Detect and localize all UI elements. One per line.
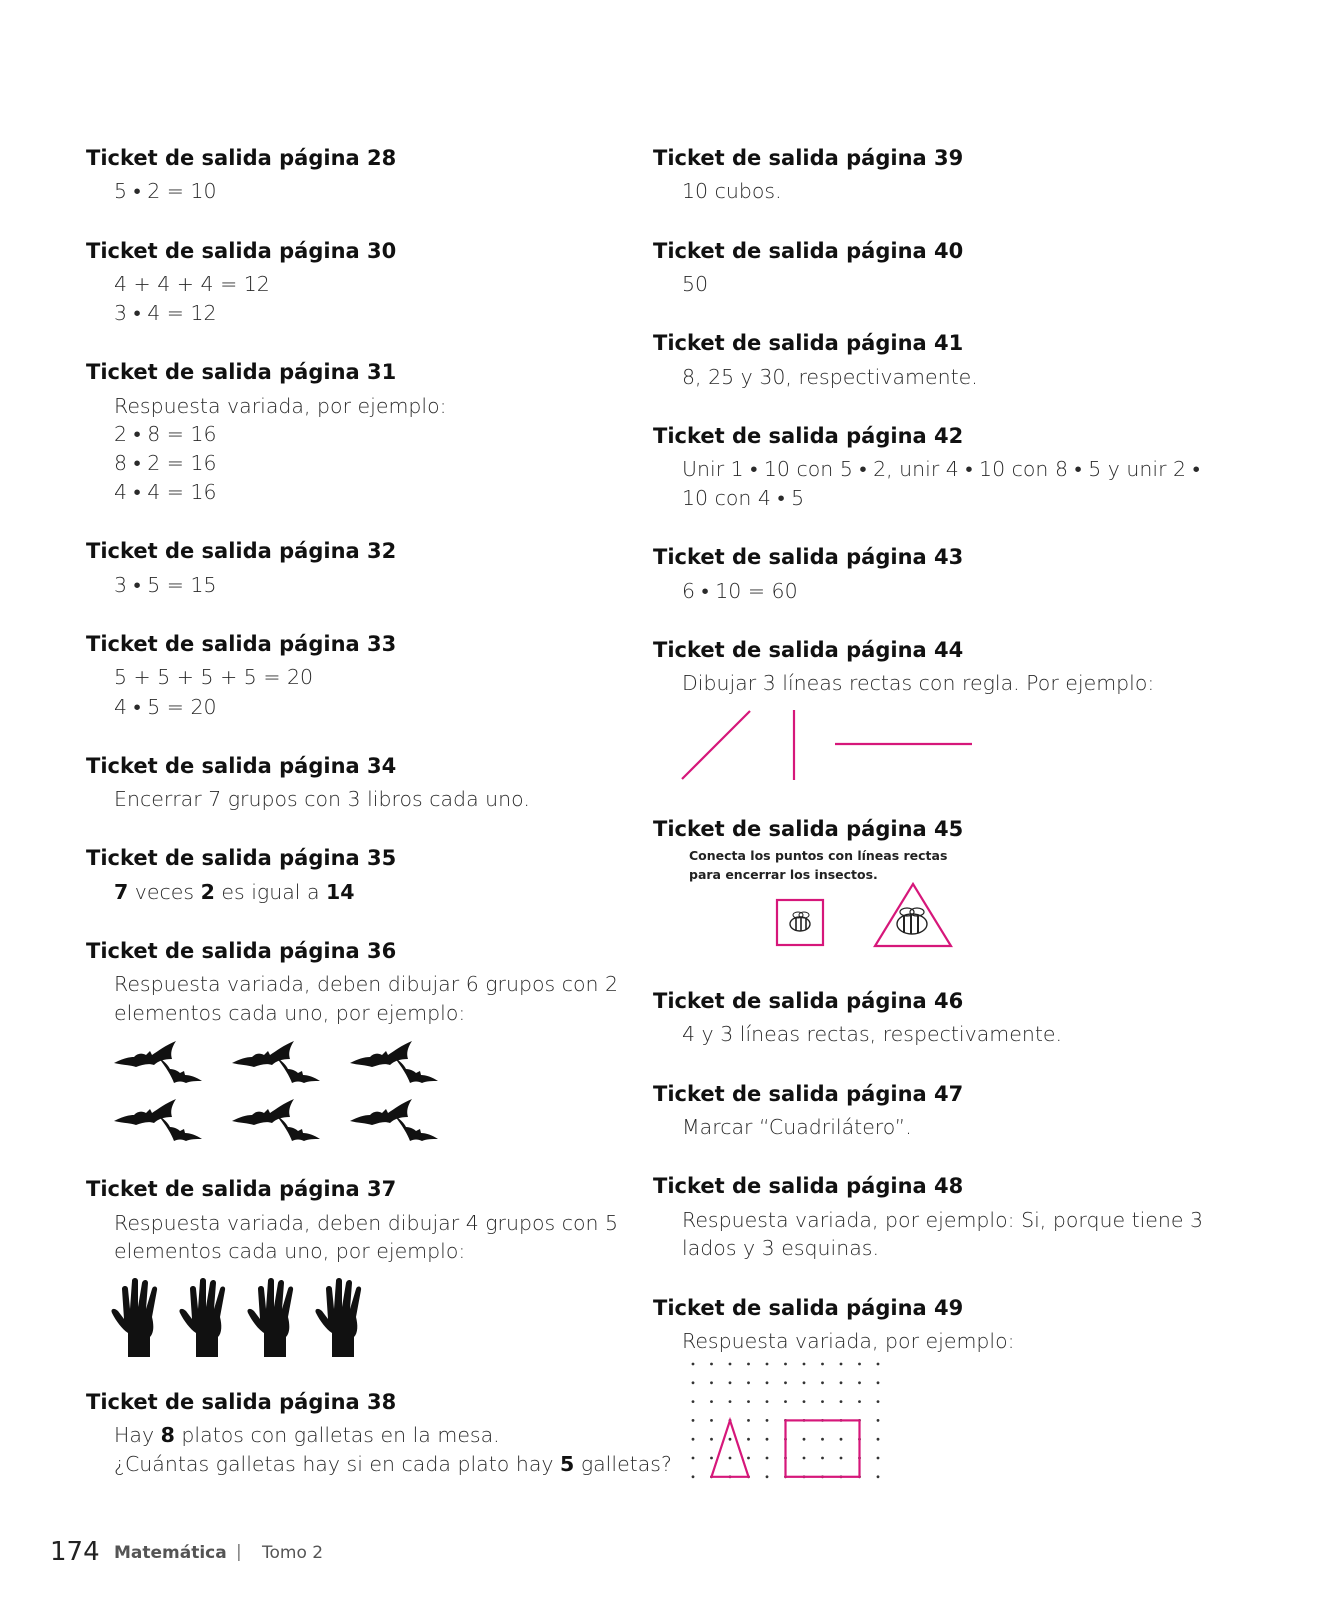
grid-dot — [692, 1475, 695, 1478]
grid-dot — [766, 1363, 769, 1366]
section-title: Ticket de salida página 45 — [653, 817, 964, 841]
grid-dot — [858, 1381, 861, 1384]
answer-line: 4 + 4 + 4 = 12 — [114, 272, 270, 296]
grid-dot — [821, 1438, 824, 1441]
grid-dot — [729, 1457, 732, 1460]
answer-line: Respuesta variada, deben dibujar 4 grupos con 5 — [114, 1211, 619, 1235]
grid-dot — [877, 1438, 880, 1441]
grid-dot — [840, 1400, 843, 1403]
hand-icon — [315, 1278, 361, 1357]
grid-dot — [766, 1400, 769, 1403]
grid-dot — [710, 1419, 713, 1422]
worksheet-instruction: Conecta los puntos con líneas rectas para encerrar los insectos. — [689, 848, 948, 882]
answer-line: 5 + 5 + 5 + 5 = 20 — [114, 665, 314, 689]
section-title: Ticket de salida página 28 — [86, 146, 397, 170]
section-title: Ticket de salida página 42 — [653, 424, 964, 448]
diagonal-line — [682, 711, 750, 779]
answer-line: Respuesta variada, deben dibujar 6 grupos con 2 — [114, 972, 619, 996]
grid-dot — [766, 1438, 769, 1441]
grid-dot — [840, 1438, 843, 1441]
section-title: Ticket de salida página 37 — [86, 1177, 397, 1201]
answer-line: lados y 3 esquinas. — [682, 1236, 879, 1260]
grid-dot — [747, 1400, 750, 1403]
answer-line: 5 • 2 = 10 — [114, 179, 217, 203]
bat-pair-icon — [350, 1099, 438, 1141]
section-title: Ticket de salida página 30 — [86, 239, 397, 263]
section-title: Ticket de salida página 33 — [86, 632, 397, 656]
grid-dot — [747, 1457, 750, 1460]
page-number: 174 — [50, 1537, 100, 1567]
grid-dot — [858, 1363, 861, 1366]
answer-line: 10 cubos. — [682, 179, 782, 203]
straight-lines-figure — [680, 705, 980, 785]
grid-dot — [710, 1457, 713, 1460]
grid-dot — [877, 1419, 880, 1422]
grid-dot — [710, 1438, 713, 1441]
grid-dot — [766, 1475, 769, 1478]
answer-line: elementos cada uno, por ejemplo: — [114, 1239, 466, 1263]
book-title: Matemática — [114, 1543, 227, 1563]
section-title: Ticket de salida página 40 — [653, 239, 964, 263]
bat-pair-icon — [232, 1041, 320, 1083]
bat-pair-icon — [114, 1099, 202, 1141]
bat-pair-icon — [350, 1041, 438, 1083]
answer-line: 4 y 3 líneas rectas, respectivamente. — [682, 1022, 1063, 1046]
answer-line: 3 • 4 = 12 — [114, 301, 217, 325]
section-title: Ticket de salida página 31 — [86, 360, 397, 384]
section-title: Ticket de salida página 43 — [653, 545, 964, 569]
grid-dot — [729, 1438, 732, 1441]
grid-dot — [803, 1400, 806, 1403]
grid-dot — [803, 1438, 806, 1441]
grid-dot — [692, 1457, 695, 1460]
answer-line: 3 • 5 = 15 — [114, 573, 217, 597]
answer-line: Respuesta variada, por ejemplo: — [682, 1329, 1015, 1353]
section-title: Ticket de salida página 34 — [86, 754, 397, 778]
section-title: Ticket de salida página 36 — [86, 939, 397, 963]
grid-dot — [747, 1419, 750, 1422]
grid-dot — [821, 1363, 824, 1366]
bat-pair-icon — [114, 1041, 202, 1083]
grid-dot — [784, 1400, 787, 1403]
answer-line: Dibujar 3 líneas rectas con regla. Por ejemplo: — [682, 671, 1155, 695]
section-title: Ticket de salida página 32 — [86, 539, 397, 563]
hand-icon — [179, 1278, 225, 1357]
grid-dot — [821, 1400, 824, 1403]
triangle-shape — [712, 1420, 749, 1476]
hands-figure — [110, 1275, 390, 1360]
grid-dot — [766, 1419, 769, 1422]
answer-line: Respuesta variada, por ejemplo: — [114, 394, 447, 418]
grid-dot — [692, 1419, 695, 1422]
grid-dot — [710, 1400, 713, 1403]
grid-dot — [877, 1457, 880, 1460]
bee-icon — [897, 908, 927, 934]
grid-dot — [692, 1363, 695, 1366]
answer-line: 10 con 4 • 5 — [682, 486, 805, 510]
section-title: Ticket de salida página 38 — [86, 1390, 397, 1414]
grid-dot — [840, 1363, 843, 1366]
grid-dot — [729, 1363, 732, 1366]
footer-separator: | — [236, 1542, 242, 1562]
bat-pairs-figure — [110, 1035, 450, 1145]
hand-icon — [111, 1278, 157, 1357]
section-title: Ticket de salida página 47 — [653, 1082, 964, 1106]
answer-line: Hay 8 platos con galletas en la mesa. — [114, 1423, 500, 1447]
answer-line: Unir 1 • 10 con 5 • 2, unir 4 • 10 con 8 • 5 y unir 2 • — [682, 457, 1200, 481]
section-title: Ticket de salida página 48 — [653, 1174, 964, 1198]
grid-dot — [729, 1400, 732, 1403]
answer-line: 6 • 10 = 60 — [682, 579, 798, 603]
answer-line: Respuesta variada, por ejemplo: Si, porque tiene 3 — [682, 1208, 1204, 1232]
section-title: Ticket de salida página 39 — [653, 146, 964, 170]
grid-dot — [729, 1381, 732, 1384]
bee-icon — [790, 912, 810, 931]
grid-dot — [784, 1363, 787, 1366]
answer-line: 8, 25 y 30, respectivamente. — [682, 365, 978, 389]
grid-dot — [747, 1363, 750, 1366]
section-title: Ticket de salida página 35 — [86, 846, 397, 870]
grid-dot — [803, 1363, 806, 1366]
grid-dot — [710, 1381, 713, 1384]
grid-dot — [692, 1400, 695, 1403]
answer-line: Encerrar 7 grupos con 3 libros cada uno. — [114, 787, 530, 811]
grid-dot — [877, 1381, 880, 1384]
grid-dot — [692, 1381, 695, 1384]
grid-dot — [877, 1475, 880, 1478]
grid-dot — [766, 1381, 769, 1384]
grid-dot — [877, 1400, 880, 1403]
rectangle-shape — [786, 1420, 860, 1476]
grid-dot — [766, 1457, 769, 1460]
enclosed-insects-figure — [770, 880, 960, 952]
grid-dot — [821, 1381, 824, 1384]
grid-dot — [803, 1457, 806, 1460]
grid-dot — [803, 1381, 806, 1384]
grid-dot — [710, 1363, 713, 1366]
answer-line: 8 • 2 = 16 — [114, 451, 217, 475]
section-title: Ticket de salida página 46 — [653, 989, 964, 1013]
answer-line: 7 veces 2 es igual a 14 — [114, 880, 355, 904]
hand-icon — [247, 1278, 293, 1357]
grid-dot — [821, 1457, 824, 1460]
answer-line: 4 • 4 = 16 — [114, 480, 217, 504]
grid-dot — [858, 1400, 861, 1403]
grid-dot — [747, 1381, 750, 1384]
answer-line: ¿Cuántas galletas hay si en cada plato hay 5 galletas? — [114, 1452, 672, 1476]
grid-dot — [840, 1381, 843, 1384]
answer-line: 2 • 8 = 16 — [114, 422, 217, 446]
answer-line: 50 — [682, 272, 709, 296]
grid-dot — [840, 1457, 843, 1460]
answer-line: elementos cada uno, por ejemplo: — [114, 1001, 466, 1025]
answer-line: Marcar “Cuadrilátero”. — [682, 1115, 912, 1139]
grid-dot — [692, 1438, 695, 1441]
grid-dot — [747, 1438, 750, 1441]
section-title: Ticket de salida página 41 — [653, 331, 964, 355]
grid-dot — [877, 1363, 880, 1366]
grid-dot — [784, 1381, 787, 1384]
answer-line: 4 • 5 = 20 — [114, 695, 217, 719]
section-title: Ticket de salida página 49 — [653, 1296, 964, 1320]
section-title: Ticket de salida página 44 — [653, 638, 964, 662]
bat-pair-icon — [232, 1099, 320, 1141]
dot-grid-figure — [685, 1358, 890, 1483]
volume-label: Tomo 2 — [262, 1543, 324, 1563]
